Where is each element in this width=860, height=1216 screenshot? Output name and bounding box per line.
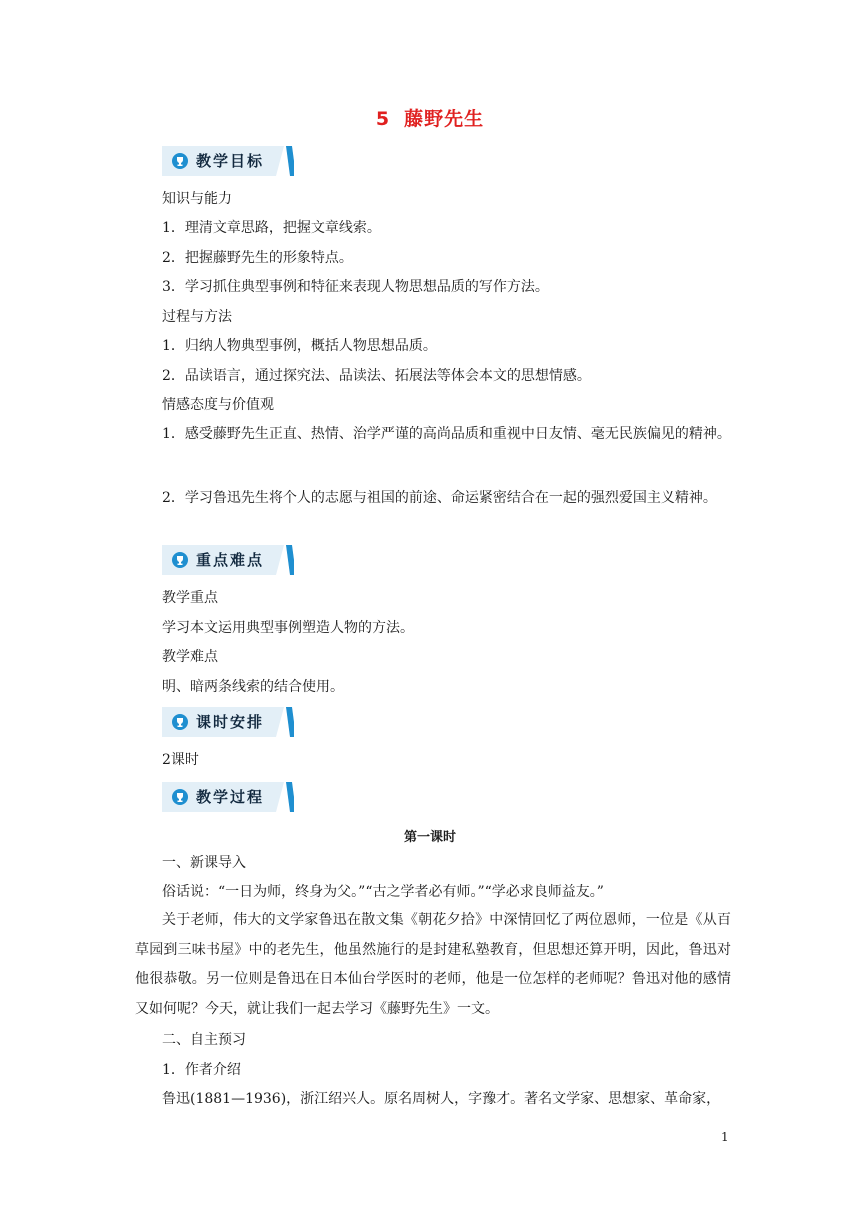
- intro-paragraph: 关于老师，伟大的文学家鲁迅在散文集《朝花夕拾》中深情回忆了两位恩师，一位是《从百草园到三味书屋》中的老先生，他虽然施行的是封建私塾教育，但思想还算开明，因此，鲁迅对他很恭敬。另一位则是鲁迅在日本仙台学医时的老师，他是一位怎样的老师呢？鲁迅对他的感情又如何呢？今天，就让我们一起去学习《藤野先生》一文。: [135, 912, 731, 1017]
- author-heading: 1．作者介绍: [162, 1062, 241, 1078]
- lesson-number: 5: [375, 108, 391, 130]
- knowledge-heading: 知识与能力: [162, 191, 232, 207]
- process-item: 2．品读语言，通过探究法、品读法、拓展法等体会本文的思想情感。: [162, 368, 591, 384]
- schedule-text: 2课时: [162, 752, 199, 768]
- process-item: 1．归纳人物典型事例，概括人物思想品质。: [162, 338, 437, 354]
- difficulty-heading: 教学难点: [162, 649, 218, 665]
- knowledge-item: 1．理清文章思路，把握文章线索。: [162, 220, 381, 236]
- banner-label: 重点难点: [196, 551, 265, 569]
- knowledge-item: 3．学习抓住典型事例和特征来表现人物思想品质的写作方法。: [162, 279, 549, 295]
- page-title: [0, 104, 860, 131]
- section-banner-process: [162, 782, 294, 812]
- section-banner-key-points: [162, 545, 294, 575]
- page-number: 1: [721, 1130, 729, 1144]
- lesson-heading: 第一课时: [403, 830, 456, 845]
- knowledge-item: 2．把握藤野先生的形象特点。: [162, 250, 353, 266]
- author-text: 鲁迅(1881—1936)，浙江绍兴人。原名周树人，字豫才。著名文学家、思想家、革命家，: [162, 1091, 721, 1107]
- emotion-heading: 情感态度与价值观: [162, 397, 274, 413]
- focus-text: 学习本文运用典型事例塑造人物的方法。: [162, 620, 414, 636]
- trophy-icon: [172, 153, 188, 169]
- emotion-item: 2．学习鲁迅先生将个人的志愿与祖国的前途、命运紧密结合在一起的强烈爱国主义精神。: [162, 490, 717, 506]
- banner-label: 教学过程: [196, 788, 265, 806]
- process-heading: 过程与方法: [162, 309, 232, 325]
- lesson-title: 藤野先生: [404, 108, 485, 130]
- trophy-icon: [172, 552, 188, 568]
- trophy-icon: [172, 789, 188, 805]
- intro-quote: 俗话说：“一日为师，终身为父。”“古之学者必有师。”“学必求良师益友。”: [162, 884, 604, 900]
- trophy-icon: [172, 714, 188, 730]
- emotion-item: 1．感受藤野先生正直、热情、治学严谨的高尚品质和重视中日友情、毫无民族偏见的精神。: [162, 426, 731, 442]
- preview-heading: 二、自主预习: [162, 1032, 246, 1048]
- section-banner-schedule: [162, 707, 294, 737]
- difficulty-text: 明、暗两条线索的结合使用。: [162, 679, 344, 695]
- banner-label: 教学目标: [196, 152, 265, 170]
- intro-heading: 一、新课导入: [162, 855, 246, 871]
- focus-heading: 教学重点: [162, 590, 218, 606]
- section-banner-goals: [162, 146, 294, 176]
- banner-label: 课时安排: [196, 713, 265, 731]
